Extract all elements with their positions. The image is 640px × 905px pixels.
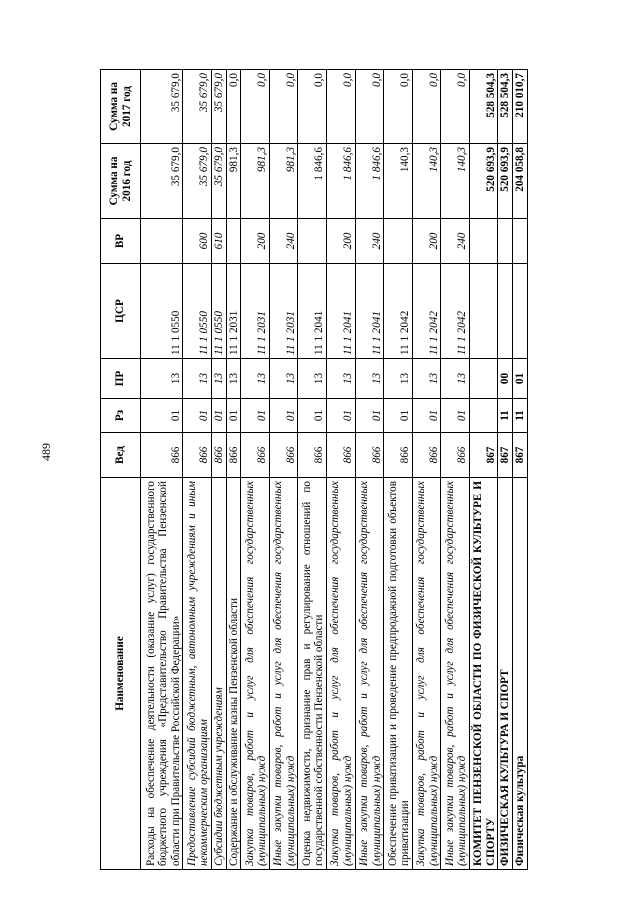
cell-name: Закупка товаров, работ и услуг для обеспечения государственных (муниципальных) нужд (241, 478, 270, 870)
cell-pr: 00 (498, 359, 513, 399)
table-row (355, 70, 384, 870)
cell-rz: 01 (384, 399, 413, 433)
cell-csr: 11 1 2042 (412, 264, 441, 359)
cell-vr (469, 219, 498, 264)
cell-ved: 867 (498, 433, 513, 478)
cell-rz: 01 (141, 399, 183, 433)
cell-csr: 11 1 2031 (269, 264, 298, 359)
cell-name: КОМИТЕТ ПЕНЗЕНСКОЙ ОБЛАСТИ ПО ФИЗИЧЕСКОЙ КУЛЬТУРЕ И СПОРТУ (469, 478, 498, 870)
cell-ved: 866 (141, 433, 183, 478)
cell-rz: 01 (226, 399, 241, 433)
cell-ved: 866 (211, 433, 226, 478)
table-row (141, 70, 183, 870)
header-vr: ВР (101, 219, 141, 264)
cell-pr: 13 (412, 359, 441, 399)
cell-sum2016: 204 058,8 (513, 144, 528, 219)
cell-csr: 11 1 2041 (355, 264, 384, 359)
cell-name: Обеспечение приватизации и проведение предпродажной подготовки объектов приватизации (384, 478, 413, 870)
cell-pr: 13 (226, 359, 241, 399)
table-row (384, 70, 413, 870)
table-row (269, 70, 298, 870)
cell-name: Расходы на обеспечение деятельности (оказание услуг) государственного бюджетного учреждения «Представительство Правительства Пензенской области при Правительстве Российской Федерации» (141, 478, 183, 870)
cell-pr: 13 (269, 359, 298, 399)
cell-ved: 866 (441, 433, 470, 478)
table-row (498, 70, 513, 870)
cell-rz: 01 (327, 399, 356, 433)
table-header-row (101, 70, 141, 870)
table-row (226, 70, 241, 870)
cell-vr (513, 219, 528, 264)
cell-ved: 867 (513, 433, 528, 478)
table-row (211, 70, 226, 870)
table-row (412, 70, 441, 870)
cell-name: Физическая культура (513, 478, 528, 870)
cell-pr: 13 (211, 359, 226, 399)
cell-pr: 13 (298, 359, 327, 399)
cell-rz: 01 (355, 399, 384, 433)
cell-vr: 200 (412, 219, 441, 264)
cell-sum2016: 981,3 (226, 144, 241, 219)
cell-sum2017: 0,0 (226, 70, 241, 144)
cell-pr: 13 (327, 359, 356, 399)
cell-rz: 01 (441, 399, 470, 433)
table-row (513, 70, 528, 870)
cell-sum2016: 140,3 (412, 144, 441, 219)
cell-pr: 13 (384, 359, 413, 399)
rotated-table-container (100, 70, 528, 870)
cell-vr (384, 219, 413, 264)
cell-sum2016: 520 693,9 (498, 144, 513, 219)
cell-name: Иные закупки товаров, работ и услуг для обеспечения государственных (муниципальных) нужд (269, 478, 298, 870)
cell-name: ФИЗИЧЕСКАЯ КУЛЬТУРА И СПОРТ (498, 478, 513, 870)
cell-vr: 240 (269, 219, 298, 264)
budget-table (100, 69, 528, 870)
cell-rz: 11 (513, 399, 528, 433)
cell-csr: 11 1 2031 (241, 264, 270, 359)
cell-ved: 866 (384, 433, 413, 478)
cell-name: Содержание и обслуживание казны Пензенской области (226, 478, 241, 870)
cell-sum2017: 0,0 (327, 70, 356, 144)
cell-ved: 867 (469, 433, 498, 478)
cell-csr (498, 264, 513, 359)
cell-name: Иные закупки товаров, работ и услуг для обеспечения государственных (муниципальных) нужд (441, 478, 470, 870)
cell-sum2017: 0,0 (355, 70, 384, 144)
table-row (298, 70, 327, 870)
cell-ved: 866 (298, 433, 327, 478)
cell-name: Предоставление субсидий бюджетным, автономным учреждениям и иным некоммерческим организациям (183, 478, 212, 870)
cell-sum2016: 1 846,6 (355, 144, 384, 219)
cell-rz: 01 (211, 399, 226, 433)
cell-pr: 13 (183, 359, 212, 399)
cell-sum2016: 35 679,0 (211, 144, 226, 219)
cell-sum2017: 210 010,7 (513, 70, 528, 144)
cell-csr: 11 1 0550 (183, 264, 212, 359)
cell-vr: 610 (211, 219, 226, 264)
cell-csr: 11 1 2031 (226, 264, 241, 359)
cell-rz: 01 (412, 399, 441, 433)
table-row (183, 70, 212, 870)
cell-ved: 866 (412, 433, 441, 478)
cell-pr: 13 (241, 359, 270, 399)
cell-vr: 240 (441, 219, 470, 264)
cell-sum2016: 35 679,0 (141, 144, 183, 219)
cell-vr (298, 219, 327, 264)
cell-ved: 866 (269, 433, 298, 478)
cell-ved: 866 (183, 433, 212, 478)
cell-ved: 866 (327, 433, 356, 478)
cell-sum2017: 0,0 (241, 70, 270, 144)
cell-csr: 11 1 2042 (384, 264, 413, 359)
cell-name: Закупка товаров, работ и услуг для обеспечения государственных (муниципальных) нужд (412, 478, 441, 870)
cell-rz: 11 (498, 399, 513, 433)
cell-sum2017: 528 504,3 (469, 70, 498, 144)
cell-name: Закупка товаров, работ и услуг для обеспечения государственных (муниципальных) нужд (327, 478, 356, 870)
header-ved: Вед (101, 433, 141, 478)
cell-csr: 11 1 0550 (211, 264, 226, 359)
cell-ved: 866 (241, 433, 270, 478)
cell-ved: 866 (355, 433, 384, 478)
cell-pr (469, 359, 498, 399)
cell-ved: 866 (226, 433, 241, 478)
cell-csr: 11 1 2041 (327, 264, 356, 359)
cell-sum2016: 1 846,6 (327, 144, 356, 219)
cell-sum2016: 35 679,0 (183, 144, 212, 219)
cell-name: Оценка недвижимости, признание прав и регулирование отношений по государственной собственности Пензенской области (298, 478, 327, 870)
cell-sum2017: 0,0 (441, 70, 470, 144)
table-row (469, 70, 498, 870)
cell-sum2017: 35 679,0 (183, 70, 212, 144)
cell-sum2017: 35 679,0 (141, 70, 183, 144)
table-row (241, 70, 270, 870)
cell-name: Иные закупки товаров, работ и услуг для обеспечения государственных (муниципальных) нужд (355, 478, 384, 870)
cell-rz: 01 (269, 399, 298, 433)
table-row (327, 70, 356, 870)
cell-sum2017: 0,0 (384, 70, 413, 144)
cell-sum2016: 140,3 (441, 144, 470, 219)
cell-sum2017: 35 679,0 (211, 70, 226, 144)
cell-vr: 240 (355, 219, 384, 264)
table-row (441, 70, 470, 870)
cell-vr: 200 (327, 219, 356, 264)
header-rz: Рз (101, 399, 141, 433)
cell-pr: 13 (355, 359, 384, 399)
cell-sum2017: 528 504,3 (498, 70, 513, 144)
page-number: 489 (39, 443, 53, 461)
cell-vr (498, 219, 513, 264)
cell-sum2016: 981,3 (269, 144, 298, 219)
header-sum-2017: Сумма на 2017 год (101, 70, 141, 144)
cell-sum2016: 1 846,6 (298, 144, 327, 219)
cell-vr (141, 219, 183, 264)
cell-rz: 01 (183, 399, 212, 433)
cell-rz: 01 (298, 399, 327, 433)
cell-vr: 200 (241, 219, 270, 264)
header-csr: ЦСР (101, 264, 141, 359)
cell-rz (469, 399, 498, 433)
cell-sum2016: 140,3 (384, 144, 413, 219)
header-name: Наименование (101, 478, 141, 870)
cell-sum2017: 0,0 (412, 70, 441, 144)
cell-csr (513, 264, 528, 359)
cell-pr: 01 (513, 359, 528, 399)
cell-sum2017: 0,0 (269, 70, 298, 144)
cell-rz: 01 (241, 399, 270, 433)
cell-csr: 11 1 0550 (141, 264, 183, 359)
header-sum-2016: Сумма на 2016 год (101, 144, 141, 219)
cell-csr: 11 1 2042 (441, 264, 470, 359)
cell-pr: 13 (141, 359, 183, 399)
cell-sum2017: 0,0 (298, 70, 327, 144)
cell-csr: 11 1 2041 (298, 264, 327, 359)
cell-name: Субсидии бюджетным учреждениям (211, 478, 226, 870)
cell-vr: 600 (183, 219, 212, 264)
cell-sum2016: 520 693,9 (469, 144, 498, 219)
header-pr: ПР (101, 359, 141, 399)
cell-vr (226, 219, 241, 264)
cell-pr: 13 (441, 359, 470, 399)
cell-sum2016: 981,3 (241, 144, 270, 219)
cell-csr (469, 264, 498, 359)
